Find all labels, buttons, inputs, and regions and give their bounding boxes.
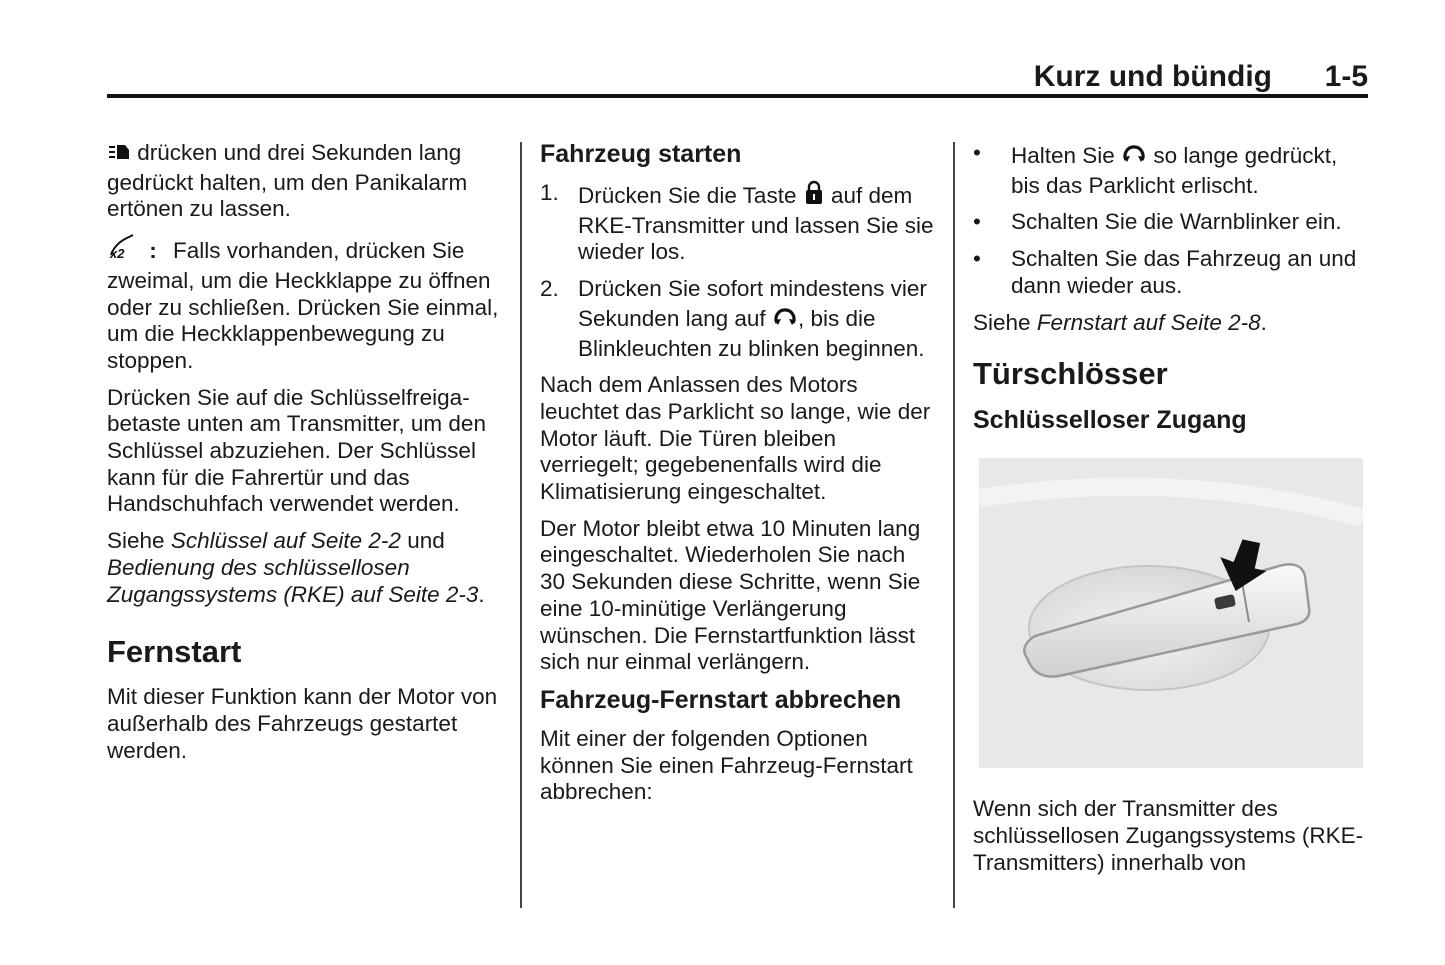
column-divider-2 <box>953 142 955 908</box>
cancel-remote-start-heading: Fahrzeug-Fernstart abbrechen <box>540 685 902 714</box>
see-end: . <box>478 581 485 607</box>
bullet1-text-b: so lange gedrückt, bis das Parklicht erlischt. <box>1011 143 1338 198</box>
liftgate-paragraph <box>107 233 507 375</box>
see-remote-start-paragraph <box>973 310 1368 337</box>
door-handle-illustration <box>979 458 1363 768</box>
step1-text-b: auf dem RKE-Transmitter und lassen Sie sie wieder los. <box>578 183 934 265</box>
cancel-options-paragraph: Mit einer der folgenden Optionen können Sie einen Fahrzeug-Fernstart abbrechen: <box>540 725 913 805</box>
step-number: 2. <box>540 276 559 302</box>
remote-start-icon <box>772 303 798 336</box>
step2-text-b: , bis die Blinkleuchten zu blinken beginnen. <box>578 305 925 361</box>
list-item <box>973 209 1368 236</box>
see-prefix: Siehe <box>107 528 165 554</box>
lock-icon <box>803 180 825 213</box>
cancel-options-list <box>973 140 1368 300</box>
page-header <box>107 58 1368 98</box>
rke-reference: Bedienung des schlüssellosen Zugangssystems (RKE) auf Seite 2-3 <box>107 554 479 607</box>
bullet2-text: Schalten Sie die Warnblinker ein. <box>1011 209 1342 235</box>
column-2 <box>540 140 935 816</box>
key-reference: Schlüssel auf Seite 2-2 <box>170 528 401 554</box>
bullet: • <box>973 209 981 235</box>
after-start-paragraph: Nach dem Anlassen des Motors leuchtet das Parklicht so lange, wie der Motor läuft. Die Türen bleiben verriegelt; gegebenenfalls wird die Klimatisierung eingeschaltet. <box>540 372 931 505</box>
bullet1-text-a: Halten Sie <box>1011 143 1115 168</box>
see-prefix: Siehe <box>973 309 1031 335</box>
page-number: 1-5 <box>1324 60 1368 93</box>
step-number: 1. <box>540 180 559 205</box>
remote-start-icon <box>1121 140 1147 173</box>
column-1 <box>107 140 507 774</box>
liftgate-colon: : <box>149 238 157 264</box>
panic-text: drücken und drei Sekunden lang gedrückt halten, um den Panikalarm ertönen zu lassen. <box>107 140 468 222</box>
see-and: und <box>407 528 445 554</box>
bullet: • <box>973 246 981 272</box>
column-3 <box>973 140 1368 886</box>
column-divider-1 <box>520 142 522 908</box>
fernstart-intro: Mit dieser Funktion kann der Motor von außerhalb des Fahrzeugs gestartet werden. <box>107 684 498 763</box>
see-end: . <box>1260 309 1267 335</box>
svg-text:x2: x2 <box>110 246 125 262</box>
step1-text-a: Drücken Sie die Taste <box>578 183 797 208</box>
see-also-paragraph <box>107 528 507 608</box>
list-item <box>973 246 1368 299</box>
car-horn-icon <box>107 143 131 170</box>
list-item <box>540 180 935 266</box>
rke-range-paragraph: Wenn sich der Transmitter des schlüssellosen Zugangssystems (RKE-Transmitters) innerhalb von <box>973 796 1364 875</box>
key-release-paragraph: Drücken Sie auf die Schlüsselfreigabetaste unten am Transmitter, um den Schlüssel abzuziehen. Der Schlüssel kann für die Fahrertür und das Handschuhfach verwendet werden. <box>107 384 486 517</box>
step2-text-a: Drücken Sie sofort mindestens vier Sekunden lang auf <box>578 276 927 331</box>
door-locks-heading: Türschlösser <box>973 356 1168 392</box>
start-vehicle-heading: Fahrzeug starten <box>540 140 742 168</box>
start-steps-list <box>540 180 935 362</box>
engine-duration-paragraph: Der Motor bleibt etwa 10 Minuten lang eingeschaltet. Wiederholen Sie nach 30 Sekunden diese Schritte, wenn Sie eine 10-minütige Verlängerung wünschen. Die Fernstartfunktion lässt sich nur einmal verlängern. <box>540 515 921 675</box>
liftgate-icon <box>107 233 137 268</box>
header-rule <box>107 94 1368 98</box>
bullet: • <box>973 140 981 165</box>
list-item <box>973 140 1368 199</box>
list-item <box>540 276 935 362</box>
panic-paragraph <box>107 140 507 223</box>
header-title: Kurz und bündig <box>1033 60 1272 93</box>
liftgate-text: Falls vorhanden, drücken Sie zweimal, um die Heckklappe zu öffnen oder zu schließen. Drücken Sie einmal, um die Heckklappenbewegung zu stoppen. <box>107 238 499 373</box>
fernstart-heading: Fernstart <box>107 634 242 670</box>
bullet3-text: Schalten Sie das Fahrzeug an und dann wieder aus. <box>1011 246 1357 298</box>
keyless-access-heading: Schlüsselloser Zugang <box>973 406 1247 435</box>
remote-start-reference: Fernstart auf Seite 2-8 <box>1036 309 1261 335</box>
